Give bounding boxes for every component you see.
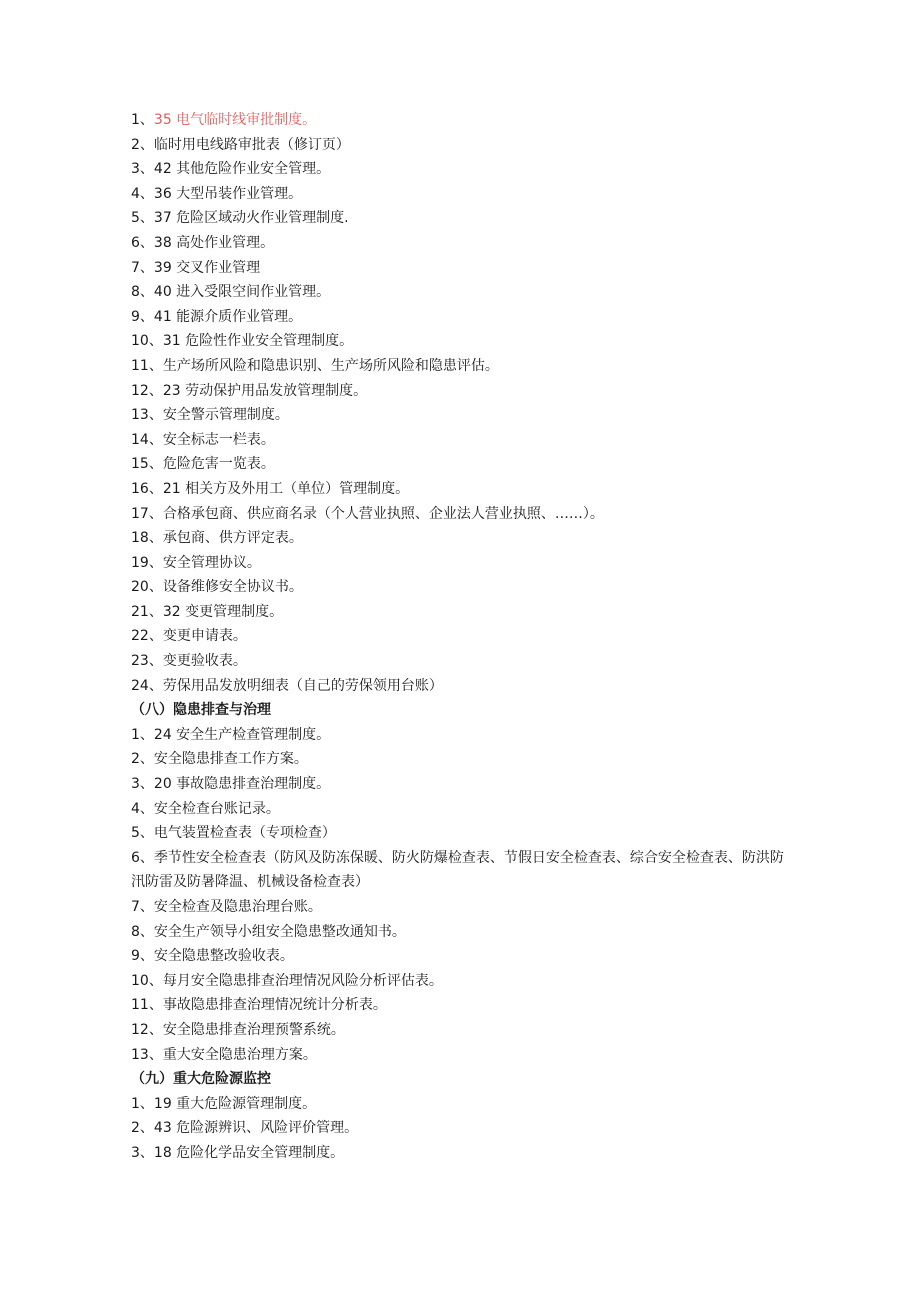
list-item-number: 1、 [131, 726, 154, 743]
list-item-number: 22、 [131, 628, 163, 645]
list-item [131, 624, 791, 649]
list-item [131, 747, 791, 772]
list-item-number: 15、 [131, 456, 163, 473]
list-item-text: 38 高处作业管理。 [153, 234, 275, 251]
list-item-text: 24 安全生产检查管理制度。 [153, 726, 331, 743]
list-item-number: 9、 [131, 948, 154, 965]
list-item-number: 5、 [131, 210, 154, 227]
list-item-text: 变更申请表。 [162, 628, 247, 645]
list-item-text: 危险危害一览表。 [162, 456, 275, 473]
list-item-text: 39 交叉作业管理 [153, 259, 261, 276]
list-item-text: 安全检查及隐患治理台账。 [153, 899, 322, 915]
list-item-text: 合格承包商、供应商名录（个人营业执照、企业法人营业执照、……）。 [162, 505, 604, 522]
list-item [131, 305, 791, 330]
list-item-text: 36 大型吊装作业管理。 [153, 185, 303, 202]
list-item [131, 452, 791, 477]
list-item-number: 11、 [131, 997, 163, 1014]
list-item-text: 安全标志一栏表。 [162, 431, 275, 448]
list-item-text: 生产场所风险和隐患识别、生产场所风险和隐患评估。 [162, 357, 499, 374]
list-item [131, 526, 791, 551]
list-item-number: 10、 [131, 972, 163, 989]
list-item [131, 329, 791, 354]
list-item-number: 4、 [131, 800, 154, 817]
list-item-number: 6、 [131, 849, 154, 866]
list-item-number: 1、 [131, 1095, 154, 1112]
list-item-number: 14、 [131, 431, 163, 448]
list-item-number: 7、 [131, 259, 154, 276]
list-item [131, 428, 791, 453]
list-item [131, 674, 791, 699]
list-item-text: 43 危险源辨识、风险评价管理。 [153, 1120, 359, 1137]
list-item-number: 2、 [131, 136, 154, 153]
list-item [131, 1116, 791, 1141]
list-item [131, 1043, 791, 1068]
list-item-number: 11、 [131, 357, 163, 374]
list-item [131, 895, 791, 920]
list-item-text: 18 危险化学品安全管理制度。 [153, 1144, 345, 1161]
list-item-number: 1、 [131, 112, 154, 128]
section-heading: （九）重大危险源监控 [131, 1071, 271, 1088]
list-item [131, 551, 791, 576]
list-item-number: 24、 [131, 677, 163, 694]
list-item [131, 944, 791, 969]
list-item-text: 电气装置检查表（专项检查） [153, 825, 336, 842]
list-item-number: 12、 [131, 382, 163, 399]
list-item [131, 993, 791, 1018]
list-item-number: 7、 [131, 899, 154, 915]
list-item-text: 安全隐患排查工作方案。 [153, 751, 308, 768]
document-page [131, 108, 791, 1166]
list-item [131, 379, 791, 404]
list-item-text: 安全警示管理制度。 [162, 407, 289, 424]
list-item-number: 2、 [131, 1120, 154, 1137]
list-item [131, 797, 791, 822]
list-item [131, 477, 791, 502]
list-item-number: 8、 [131, 923, 154, 940]
list-item [131, 1018, 791, 1043]
list-item [131, 1092, 791, 1117]
list-item-text: 安全管理协议。 [162, 554, 261, 571]
list-item [131, 231, 791, 256]
list-item-number: 23、 [131, 653, 163, 670]
list-item-number: 3、 [131, 1144, 154, 1161]
list-item-text: 40 进入受限空间作业管理。 [153, 284, 331, 301]
list-item [131, 256, 791, 281]
list-item [131, 182, 791, 207]
list-item-number: 20、 [131, 579, 163, 596]
list-item-text: 临时用电线路审批表（修订页） [153, 136, 350, 153]
list-item-text: 每月安全隐患排查治理情况风险分析评估表。 [162, 972, 443, 989]
list-item-text: 重大安全隐患治理方案。 [162, 1046, 317, 1063]
list-item-number: 19、 [131, 554, 163, 571]
list-item-number: 5、 [131, 825, 154, 842]
list-item-number: 3、 [131, 776, 154, 793]
list-item-number: 21、 [131, 603, 163, 620]
list-item-text: 31 危险性作业安全管理制度。 [162, 333, 354, 350]
list-item [131, 920, 791, 945]
list-item-text: 安全检查台账记录。 [153, 800, 280, 817]
list-item [131, 133, 791, 158]
list-item [131, 723, 791, 748]
list-item-number: 3、 [131, 161, 154, 178]
list-item-text: 23 劳动保护用品发放管理制度。 [162, 382, 368, 399]
list-item [131, 600, 791, 625]
list-item [131, 772, 791, 797]
list-item-text: 承包商、供方评定表。 [162, 530, 303, 547]
list-item [131, 157, 791, 182]
list-item [131, 649, 791, 674]
list-item-text: 安全隐患排查治理预警系统。 [162, 1021, 345, 1038]
list-item-text: 季节性安全检查表（防风及防冻保暖、防火防爆检查表、节假日安全检查表、综合安全检查表、防洪防汛防雷及防暑降温、机械设备检查表） [131, 849, 784, 891]
list-item-text: 劳保用品发放明细表（自己的劳保领用台账） [162, 677, 443, 694]
list-item [131, 502, 791, 527]
list-item [131, 403, 791, 428]
list-item [131, 846, 791, 895]
list-item-number: 10、 [131, 333, 163, 350]
list-item-number: 17、 [131, 505, 163, 522]
list-item [131, 280, 791, 305]
list-item-number: 9、 [131, 308, 154, 325]
list-item [131, 108, 791, 133]
list-item-number: 18、 [131, 530, 163, 547]
list-item [131, 1141, 791, 1166]
list-item-text: 20 事故隐患排查治理制度。 [153, 776, 331, 793]
list-item-text: 37 危险区域动火作业管理制度. [153, 210, 349, 227]
list-item-text: 变更验收表。 [162, 653, 247, 670]
list-item-number: 12、 [131, 1021, 163, 1038]
list-item-number: 13、 [131, 1046, 163, 1063]
list-item-text: 安全隐患整改验收表。 [153, 948, 294, 965]
list-item-number: 8、 [131, 284, 154, 301]
list-item [131, 575, 791, 600]
list-item-text: 32 变更管理制度。 [162, 603, 284, 620]
list-item [131, 969, 791, 994]
list-item-text: 21 相关方及外用工（单位）管理制度。 [162, 480, 410, 497]
list-item-text: 设备维修安全协议书。 [162, 579, 303, 596]
list-item-number: 6、 [131, 234, 154, 251]
list-item-number: 13、 [131, 407, 163, 424]
list-item-text: 35 电气临时线审批制度。 [153, 112, 317, 128]
list-item-text: 41 能源介质作业管理。 [153, 308, 303, 325]
list-item-number: 16、 [131, 480, 163, 497]
list-item [131, 821, 791, 846]
section-heading: （八）隐患排查与治理 [131, 702, 271, 719]
list-item [131, 354, 791, 379]
list-item-text: 42 其他危险作业安全管理。 [153, 161, 331, 178]
list-item-text: 安全生产领导小组安全隐患整改通知书。 [153, 923, 406, 940]
list-item-text: 19 重大危险源管理制度。 [153, 1095, 317, 1112]
list-item-number: 4、 [131, 185, 154, 202]
list-item-number: 2、 [131, 751, 154, 768]
list-item [131, 206, 791, 231]
list-item-text: 事故隐患排查治理情况统计分析表。 [162, 997, 387, 1014]
